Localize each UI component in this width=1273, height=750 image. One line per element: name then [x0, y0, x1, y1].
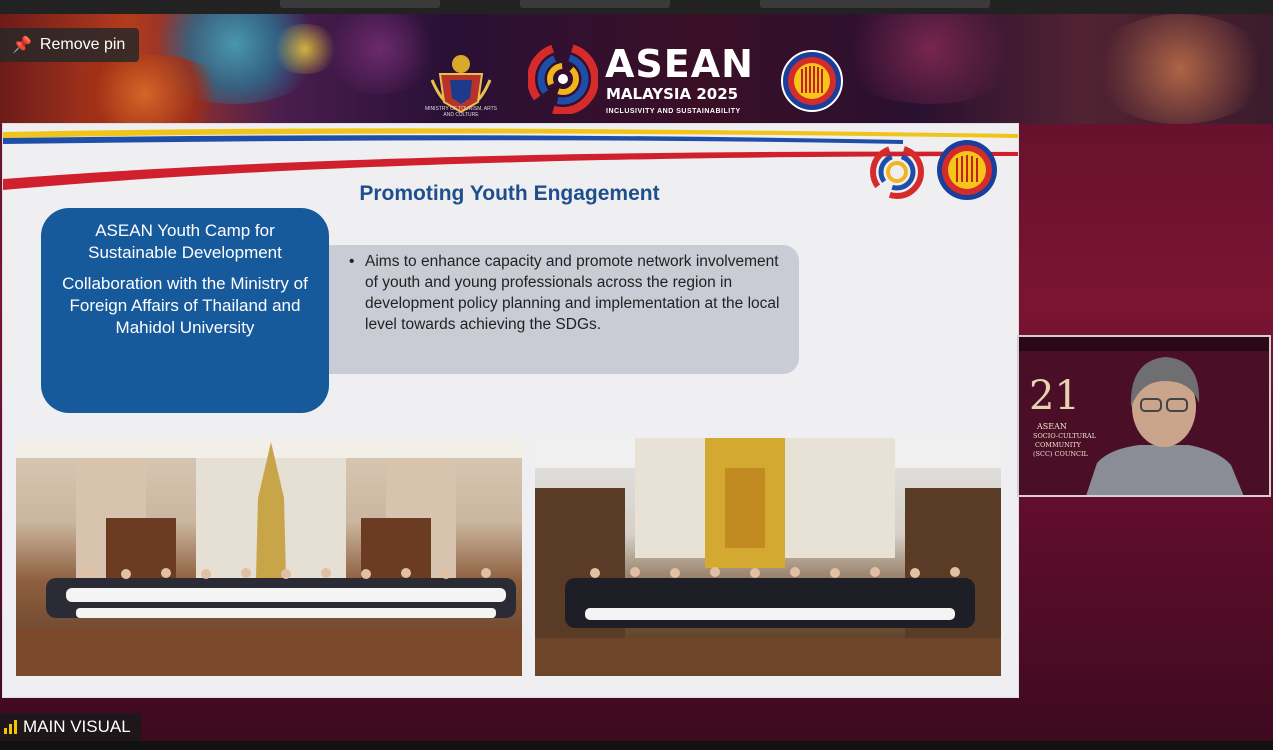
event-line: COMMUNITY — [1035, 441, 1081, 449]
signal-bars-icon — [4, 720, 17, 734]
bullet-dot-icon: • — [349, 253, 355, 270]
description-text: Aims to enhance capacity and promote network involvement of youth and young professionals across the region in development policy planning and implementation at the local level towards achieving the SDGs. — [365, 253, 780, 333]
event-number: 21 — [1029, 373, 1080, 419]
main-visual-text: MAIN VISUAL — [23, 717, 131, 736]
asean-malaysia-swirl-logo — [528, 44, 598, 114]
speaker-video-frame — [1019, 337, 1271, 497]
event-line: SOCIO-CULTURAL — [1033, 432, 1097, 440]
slide-title: Promoting Youth Engagement — [359, 182, 660, 205]
remove-pin-button[interactable] — [0, 28, 139, 62]
group-photo-left — [16, 438, 522, 676]
asean-tagline: INCLUSIVITY AND SUSTAINABILITY — [606, 108, 741, 115]
remove-pin-label: Remove pin — [39, 36, 126, 53]
participant-thumbnail[interactable] — [520, 0, 670, 8]
pin-icon: 📌 — [12, 37, 32, 54]
collaboration-text: Collaboration with the Ministry of Foreign Affairs of Thailand and Mahidol University — [62, 274, 308, 337]
event-banner — [0, 14, 1273, 124]
main-visual-label — [0, 713, 141, 741]
asean-title: ASEAN — [605, 42, 754, 86]
asean-emblem-logo — [780, 49, 844, 113]
speaker-video-tile[interactable] — [1017, 335, 1271, 497]
participant-thumbnail[interactable] — [760, 0, 990, 8]
program-name: ASEAN Youth Camp for Sustainable Development — [88, 221, 282, 262]
event-line: ASEAN — [1037, 422, 1067, 431]
bottom-control-strip — [0, 741, 1273, 750]
participant-thumbnail-strip — [0, 0, 1273, 14]
group-photo-right — [535, 438, 1001, 676]
program-box — [41, 208, 329, 413]
description-box — [303, 245, 799, 374]
asean-subtitle: MALAYSIA 2025 — [606, 85, 739, 103]
participant-thumbnail[interactable] — [280, 0, 440, 8]
ministry-caption: MINISTRY OF TOURISM, ARTS AND CULTURE — [424, 106, 498, 118]
presentation-slide — [2, 123, 1019, 698]
event-line: (SCC) COUNCIL — [1033, 450, 1088, 458]
